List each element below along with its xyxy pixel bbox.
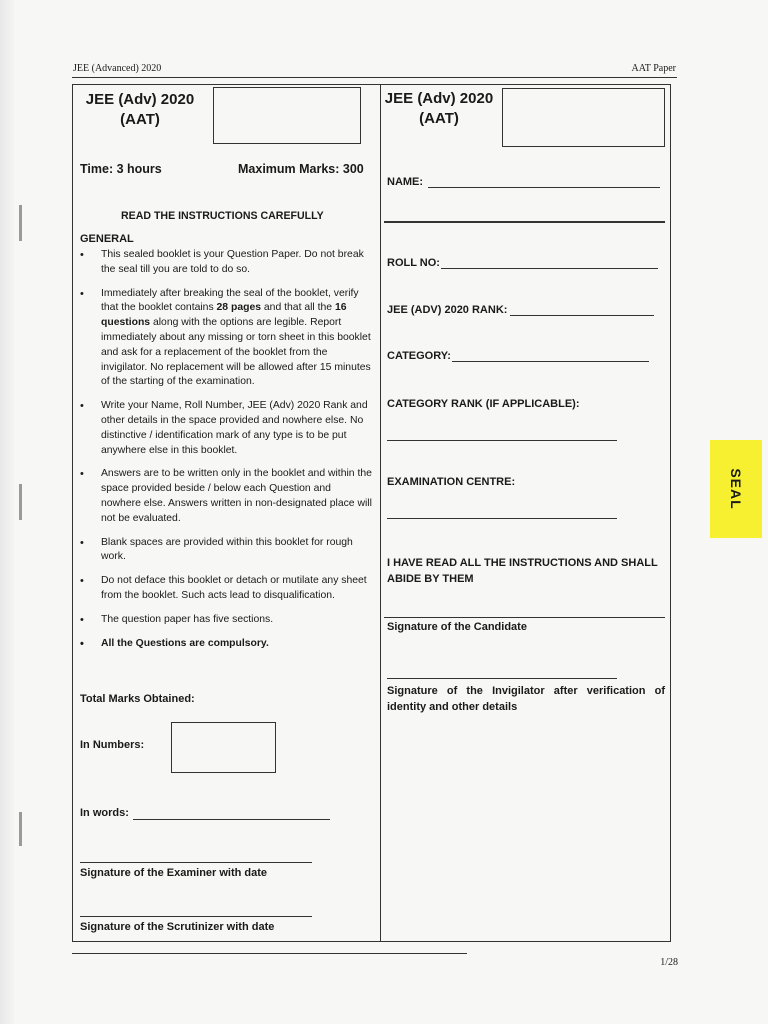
seal-tab[interactable] xyxy=(710,440,762,538)
time-label: Time: 3 hours xyxy=(80,162,162,176)
left-title-line2: (AAT) xyxy=(120,111,160,128)
page-number: 1/28 xyxy=(660,957,678,968)
invigilator-signature-line[interactable] xyxy=(387,678,617,679)
seal-label: SEAL xyxy=(728,468,744,510)
rank-line[interactable] xyxy=(510,315,654,316)
right-title xyxy=(384,89,494,129)
instruction-item-compulsory: • All the Questions are compulsory. xyxy=(80,637,372,652)
candidate-signature-line[interactable] xyxy=(384,617,665,618)
instruction-item: • Blank spaces are provided within this booklet for rough work. xyxy=(80,536,372,566)
right-title-line1: JEE (Adv) 2020 xyxy=(384,90,494,107)
candidate-signature-label: Signature of the Candidate xyxy=(387,621,527,633)
punch-mark xyxy=(19,484,22,520)
footer-rule xyxy=(72,953,467,954)
column-divider xyxy=(380,84,381,942)
name-label: NAME: xyxy=(387,176,424,188)
exam-centre-label: EXAMINATION CENTRE: xyxy=(387,476,516,488)
in-numbers-label: In Numbers: xyxy=(80,739,145,751)
left-title-line1: JEE (Adv) 2020 xyxy=(85,91,195,108)
category-rank-label: CATEGORY RANK (IF APPLICABLE): xyxy=(387,398,580,410)
left-title xyxy=(78,90,202,130)
header-paper-name: AAT Paper xyxy=(631,63,676,74)
max-marks-label: Maximum Marks: 300 xyxy=(238,162,364,176)
category-rank-line[interactable] xyxy=(387,440,617,441)
in-words-label: In words: xyxy=(80,807,129,819)
general-heading: GENERAL xyxy=(80,233,134,245)
marks-number-box[interactable] xyxy=(171,722,276,773)
name-line-2[interactable] xyxy=(384,221,665,223)
punch-mark xyxy=(19,205,22,241)
instruction-item: • Do not deface this booklet or detach or mutilate any sheet from the booklet. Such acts lead to disqualification. xyxy=(80,574,372,604)
category-label: CATEGORY: xyxy=(387,350,451,362)
invigilator-signature-label: Signature of the Invigilator after verification of identity and other details xyxy=(387,685,665,713)
instructions-heading: READ THE INSTRUCTIONS CAREFULLY xyxy=(121,210,324,222)
name-line[interactable] xyxy=(428,187,660,188)
declaration-text: I HAVE READ ALL THE INSTRUCTIONS AND SHALL ABIDE BY THEM xyxy=(387,557,658,585)
right-code-box[interactable] xyxy=(502,88,665,147)
category-line[interactable] xyxy=(452,361,649,362)
punch-mark xyxy=(19,812,22,846)
rank-label: JEE (ADV) 2020 RANK: xyxy=(387,304,508,316)
scrutinizer-signature-label: Signature of the Scrutinizer with date xyxy=(80,921,275,933)
roll-no-line[interactable] xyxy=(441,268,658,269)
right-title-line2: (AAT) xyxy=(419,110,459,127)
total-marks-label: Total Marks Obtained: xyxy=(80,693,195,705)
scrutinizer-signature-line[interactable] xyxy=(80,916,312,917)
in-words-line[interactable] xyxy=(133,819,330,820)
instruction-item: • Write your Name, Roll Number, JEE (Adv) 2020 Rank and other details in the space provided and nowhere else. No distinctive / identification mark of any type is to be put anywhere else in this booklet. xyxy=(80,399,372,458)
examiner-signature-label: Signature of the Examiner with date xyxy=(80,867,268,879)
header-rule xyxy=(72,77,677,78)
header-exam-name: JEE (Advanced) 2020 xyxy=(73,63,162,74)
instruction-item: • Immediately after breaking the seal of the booklet, verify that the booklet contains 28 pages and that all the 16 questions along with the options are legible. Report immediately about any missing or torn sheet in this booklet and ask for a replacement of the booklet from the invigilator. No replacement will be allowed after 15 minutes of the starting of the examination. xyxy=(80,287,372,391)
instruction-item: • Answers are to be written only in the booklet and within the space provided beside / below each Question and nowhere else. Answers written in non-designated place will not be evaluated. xyxy=(80,467,372,526)
instructions-list xyxy=(80,248,372,651)
roll-no-label: ROLL NO: xyxy=(387,257,440,269)
instruction-item: • This sealed booklet is your Question Paper. Do not break the seal till you are told to do so. xyxy=(80,248,372,278)
exam-centre-line[interactable] xyxy=(387,518,617,519)
examiner-signature-line[interactable] xyxy=(80,862,312,863)
scan-edge xyxy=(0,0,14,1024)
left-code-box[interactable] xyxy=(213,87,361,144)
instruction-item: • The question paper has five sections. xyxy=(80,613,372,628)
